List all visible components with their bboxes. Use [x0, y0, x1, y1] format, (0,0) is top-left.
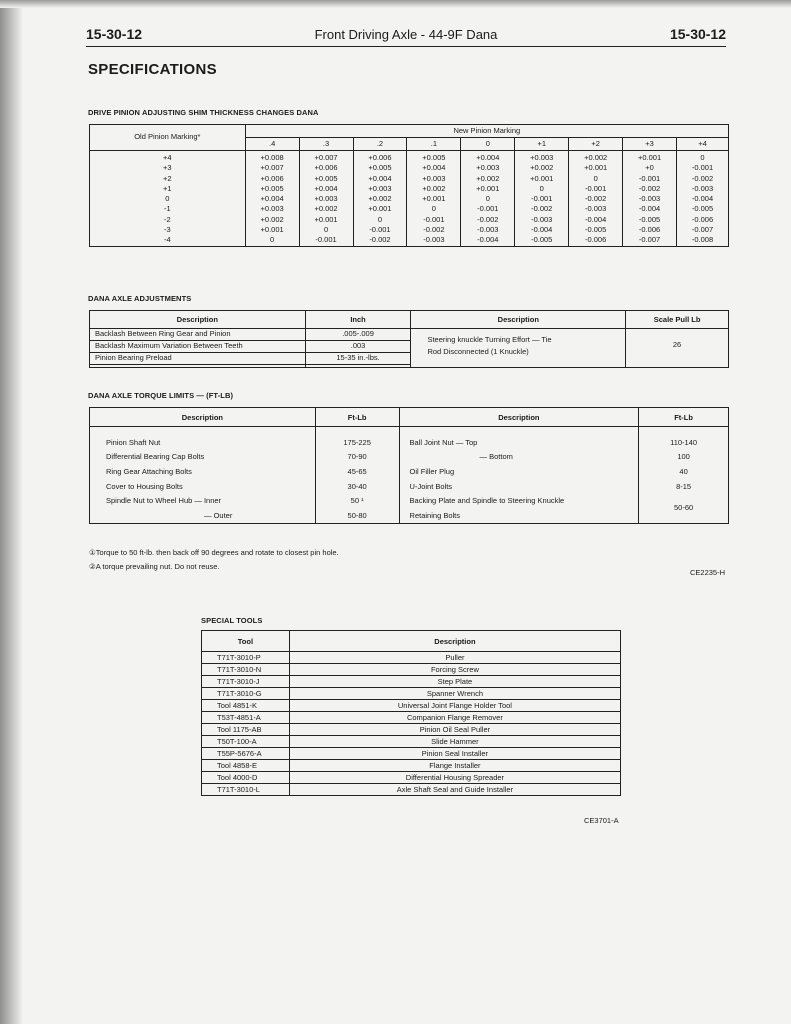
pinion-shim-value: +0.002 — [461, 174, 515, 184]
special-tools-title: SPECIAL TOOLS — [201, 616, 263, 625]
pinion-shim-table — [89, 124, 729, 247]
pinion-shim-value: -0.004 — [461, 235, 515, 246]
footnote-1: ①Torque to 50 ft-lb. then back off 90 degrees and rotate to closest pin hole. — [89, 548, 339, 557]
pinion-shim-value: 0 — [299, 225, 353, 235]
torque-right-value: 110-140 — [639, 427, 729, 450]
adj-scale-pull-value: 26 — [626, 329, 729, 368]
adj-row-inch: .005-.009 — [305, 329, 411, 341]
pinion-shim-value: -0.002 — [623, 184, 677, 194]
adj-row-inch: 15-35 in.-lbs. — [305, 353, 411, 365]
torque-right-value: 8-15 — [639, 479, 729, 494]
adj-row-inch: .003 — [305, 341, 411, 353]
pinion-shim-value: -0.001 — [299, 235, 353, 246]
adj-header-inch: Inch — [305, 311, 411, 329]
tool-number: Tool 4000-D — [202, 772, 290, 784]
pinion-shim-value: +0.003 — [515, 151, 569, 164]
figure-code-1: CE2235-H — [690, 568, 726, 577]
pinion-shim-value: -0.003 — [461, 225, 515, 235]
pinion-shim-value: +0.001 — [623, 151, 677, 164]
torque-header-description: Description — [90, 408, 316, 427]
tool-description: Slide Hammer — [289, 736, 620, 748]
tools-row — [202, 664, 621, 676]
torque-left-desc: Pinion Shaft Nut — [90, 427, 316, 450]
pinion-col-header: +2 — [569, 138, 623, 151]
pinion-shim-value: 0 — [407, 204, 461, 214]
torque-left-value: 45-65 — [315, 464, 399, 479]
tool-number: T71T-3010-G — [202, 688, 290, 700]
pinion-shim-value: -0.004 — [515, 225, 569, 235]
torque-table — [89, 407, 729, 524]
torque-right-desc: U-Joint Bolts — [399, 479, 639, 494]
tools-row — [202, 688, 621, 700]
adj-header-description-2: Description — [411, 311, 626, 329]
pinion-col-header: 0 — [461, 138, 515, 151]
adj-row-desc: Pinion Bearing Preload — [90, 353, 306, 365]
pinion-col-header: +4 — [677, 138, 729, 151]
pinion-shim-value: +0.003 — [299, 194, 353, 204]
pinion-shim-value: +0.003 — [461, 163, 515, 173]
adj-right-description — [411, 329, 626, 368]
footnote-2: ②A torque prevailing nut. Do not reuse. — [89, 562, 220, 571]
page-number-left: 15-30-12 — [86, 26, 143, 42]
tools-row — [202, 748, 621, 760]
pinion-col-header: .4 — [245, 138, 299, 151]
pinion-row — [90, 225, 729, 235]
pinion-old-marking: 0 — [90, 194, 246, 204]
pinion-shim-value: -0.002 — [677, 174, 729, 184]
pinion-shim-value: +0.001 — [515, 174, 569, 184]
torque-row — [90, 508, 729, 523]
torque-row — [90, 450, 729, 465]
tool-description: Differential Housing Spreader — [289, 772, 620, 784]
tool-number: T53T-4851-A — [202, 712, 290, 724]
pinion-shim-value: -0.003 — [569, 204, 623, 214]
new-pinion-header: New Pinion Marking — [245, 125, 728, 138]
pinion-shim-value: -0.005 — [569, 225, 623, 235]
pinion-shim-value: -0.001 — [623, 174, 677, 184]
pinion-shim-value: +0.005 — [407, 151, 461, 164]
torque-header-description-2: Description — [399, 408, 639, 427]
tools-row — [202, 652, 621, 664]
pinion-shim-value: -0.001 — [515, 194, 569, 204]
tool-description: Pinion Oil Seal Puller — [289, 724, 620, 736]
pinion-shim-value: -0.002 — [569, 194, 623, 204]
tool-number: T71T-3010-P — [202, 652, 290, 664]
pinion-col-header: +1 — [515, 138, 569, 151]
torque-left-desc: Spindle Nut to Wheel Hub — Inner — [90, 493, 316, 508]
pinion-shim-value: +0.005 — [299, 174, 353, 184]
pinion-shim-value: -0.001 — [353, 225, 407, 235]
pinion-shim-value: 0 — [353, 215, 407, 225]
pinion-shim-value: 0 — [461, 194, 515, 204]
pinion-row — [90, 235, 729, 246]
pinion-shim-value: +0.001 — [299, 215, 353, 225]
tools-row — [202, 700, 621, 712]
pinion-shim-value: +0.003 — [407, 174, 461, 184]
tools-row — [202, 772, 621, 784]
pinion-shim-value: 0 — [569, 174, 623, 184]
tools-header-tool: Tool — [202, 631, 290, 652]
pinion-old-marking: -3 — [90, 225, 246, 235]
pinion-shim-value: +0.001 — [245, 225, 299, 235]
pinion-shim-value: +0.001 — [569, 163, 623, 173]
torque-right-value: 100 — [639, 450, 729, 465]
pinion-shim-value: -0.004 — [569, 215, 623, 225]
pinion-shim-value: -0.005 — [515, 235, 569, 246]
tool-number: Tool 4858-E — [202, 760, 290, 772]
tool-description: Pinion Seal Installer — [289, 748, 620, 760]
adjustments-table — [89, 310, 729, 368]
torque-left-value: 30-40 — [315, 479, 399, 494]
pinion-col-header: .3 — [299, 138, 353, 151]
pinion-shim-value: +0.004 — [299, 184, 353, 194]
pinion-shim-value: +0.005 — [353, 163, 407, 173]
pinion-shim-value: 0 — [677, 151, 729, 164]
torque-left-desc: Differential Bearing Cap Bolts — [90, 450, 316, 465]
torque-left-desc: Ring Gear Attaching Bolts — [90, 464, 316, 479]
pinion-shim-value: -0.005 — [677, 204, 729, 214]
pinion-col-header: +3 — [623, 138, 677, 151]
pinion-shim-value: +0.002 — [245, 215, 299, 225]
pinion-shim-value: -0.004 — [623, 204, 677, 214]
pinion-shim-value: +0.006 — [299, 163, 353, 173]
pinion-row — [90, 174, 729, 184]
pinion-shim-value: +0.005 — [245, 184, 299, 194]
pinion-shim-value: -0.002 — [407, 225, 461, 235]
pinion-shim-value: +0.004 — [245, 194, 299, 204]
pinion-row — [90, 184, 729, 194]
tool-number: T55P-5676-A — [202, 748, 290, 760]
torque-title: DANA AXLE TORQUE LIMITS — (FT-LB) — [88, 391, 234, 400]
pinion-shim-value: -0.006 — [677, 215, 729, 225]
pinion-shim-value: +0.001 — [407, 194, 461, 204]
pinion-shim-value: -0.004 — [677, 194, 729, 204]
adj-spacer — [90, 365, 306, 368]
page-header — [86, 26, 726, 47]
pinion-shim-value: 0 — [515, 184, 569, 194]
pinion-shim-value: -0.001 — [569, 184, 623, 194]
pinion-row — [90, 151, 729, 164]
adj-spacer — [305, 365, 411, 368]
pinion-shim-value: +0.006 — [245, 174, 299, 184]
torque-right-desc: Oil Filler Plug — [399, 464, 639, 479]
torque-right-desc: — Bottom — [399, 450, 639, 465]
pinion-old-marking: +2 — [90, 174, 246, 184]
tool-number: Tool 4851-K — [202, 700, 290, 712]
tools-row — [202, 760, 621, 772]
torque-left-value: 50 ¹ — [315, 493, 399, 508]
pinion-shim-value: -0.006 — [623, 225, 677, 235]
section-heading: SPECIFICATIONS — [88, 61, 217, 78]
pinion-shim-value: -0.003 — [623, 194, 677, 204]
pinion-shim-value: +0.002 — [353, 194, 407, 204]
pinion-shim-value: 0 — [245, 235, 299, 246]
figure-code-2: CE3701-A — [584, 816, 619, 825]
pinion-row — [90, 215, 729, 225]
pinion-old-marking: +4 — [90, 151, 246, 164]
torque-header-ftlb-2: Ft-Lb — [639, 408, 729, 427]
pinion-shim-value: +0.001 — [353, 204, 407, 214]
pinion-shim-value: -0.001 — [407, 215, 461, 225]
adj-header-scale-pull: Scale Pull Lb — [626, 311, 729, 329]
tool-description: Universal Joint Flange Holder Tool — [289, 700, 620, 712]
pinion-old-marking: -1 — [90, 204, 246, 214]
pinion-shim-value: +0.004 — [353, 174, 407, 184]
tool-number: T71T-3010-L — [202, 784, 290, 796]
tools-header-description: Description — [289, 631, 620, 652]
torque-row — [90, 427, 729, 450]
torque-left-value: 70-90 — [315, 450, 399, 465]
pinion-shim-value: -0.002 — [515, 204, 569, 214]
pinion-shim-value: -0.001 — [677, 163, 729, 173]
pinion-shim-value: +0 — [623, 163, 677, 173]
tools-row — [202, 784, 621, 796]
pinion-shim-value: +0.004 — [407, 163, 461, 173]
adjustments-title: DANA AXLE ADJUSTMENTS — [88, 294, 192, 303]
tool-description: Companion Flange Remover — [289, 712, 620, 724]
old-pinion-header: Old Pinion Marking* — [90, 125, 246, 151]
adj-right-desc-line-1: Steering knuckle Turning Effort — Tie — [427, 335, 552, 344]
pinion-shim-value: +0.003 — [245, 204, 299, 214]
adj-right-desc-line-2: Rod Disconnected (1 Knuckle) — [427, 347, 529, 356]
pinion-row — [90, 163, 729, 173]
tool-description: Spanner Wrench — [289, 688, 620, 700]
pinion-shim-value: -0.003 — [677, 184, 729, 194]
pinion-shim-value: -0.003 — [407, 235, 461, 246]
torque-right-desc: Retaining Bolts — [399, 508, 639, 523]
pinion-shim-value: +0.007 — [299, 151, 353, 164]
tool-number: T71T-3010-N — [202, 664, 290, 676]
pinion-shim-value: +0.002 — [299, 204, 353, 214]
pinion-old-marking: +3 — [90, 163, 246, 173]
adj-header-description: Description — [90, 311, 306, 329]
pinion-old-marking: -2 — [90, 215, 246, 225]
tool-description: Axle Shaft Seal and Guide Installer — [289, 784, 620, 796]
torque-header-ftlb: Ft-Lb — [315, 408, 399, 427]
pinion-row — [90, 194, 729, 204]
tools-row — [202, 712, 621, 724]
pinion-shim-value: +0.002 — [407, 184, 461, 194]
pinion-old-marking: +1 — [90, 184, 246, 194]
pinion-shim-value: +0.004 — [461, 151, 515, 164]
torque-right-desc: Backing Plate and Spindle to Steering Knuckle — [399, 493, 639, 508]
torque-right-value: 40 — [639, 464, 729, 479]
pinion-shim-value: +0.002 — [569, 151, 623, 164]
pinion-shim-value: -0.008 — [677, 235, 729, 246]
torque-right-value: 50-60 — [639, 493, 729, 523]
pinion-shim-value: +0.003 — [353, 184, 407, 194]
torque-left-value: 175-225 — [315, 427, 399, 450]
torque-left-desc: — Outer — [90, 508, 316, 523]
tool-description: Step Plate — [289, 676, 620, 688]
pinion-table-title: DRIVE PINION ADJUSTING SHIM THICKNESS CHANGES DANA — [88, 108, 319, 117]
pinion-shim-value: -0.007 — [623, 235, 677, 246]
pinion-shim-value: -0.001 — [461, 204, 515, 214]
pinion-row — [90, 204, 729, 214]
pinion-shim-value: +0.008 — [245, 151, 299, 164]
page-number-right: 15-30-12 — [669, 26, 726, 42]
pinion-shim-value: -0.006 — [569, 235, 623, 246]
special-tools-table — [201, 630, 621, 796]
pinion-shim-value: +0.006 — [353, 151, 407, 164]
pinion-shim-value: -0.002 — [353, 235, 407, 246]
pinion-col-header: .2 — [353, 138, 407, 151]
pinion-shim-value: +0.002 — [515, 163, 569, 173]
tool-number: Tool 1175-AB — [202, 724, 290, 736]
adj-row-desc: Backlash Between Ring Gear and Pinion — [90, 329, 306, 341]
tool-number: T50T-100-A — [202, 736, 290, 748]
pinion-shim-value: +0.001 — [461, 184, 515, 194]
pinion-old-marking: -4 — [90, 235, 246, 246]
pinion-shim-value: -0.007 — [677, 225, 729, 235]
tools-row — [202, 676, 621, 688]
tools-row — [202, 724, 621, 736]
pinion-shim-value: -0.003 — [515, 215, 569, 225]
pinion-shim-value: -0.002 — [461, 215, 515, 225]
tool-number: T71T-3010-J — [202, 676, 290, 688]
page-title: Front Driving Axle - 44-9F Dana — [314, 27, 498, 42]
tool-description: Forcing Screw — [289, 664, 620, 676]
tools-row — [202, 736, 621, 748]
tool-description: Puller — [289, 652, 620, 664]
torque-row — [90, 464, 729, 479]
pinion-shim-value: -0.005 — [623, 215, 677, 225]
pinion-col-header: .1 — [407, 138, 461, 151]
adj-row-desc: Backlash Maximum Variation Between Teeth — [90, 341, 306, 353]
tool-description: Flange Installer — [289, 760, 620, 772]
pinion-shim-value: +0.007 — [245, 163, 299, 173]
torque-row — [90, 479, 729, 494]
torque-right-desc: Ball Joint Nut — Top — [399, 427, 639, 450]
torque-left-desc: Cover to Housing Bolts — [90, 479, 316, 494]
torque-row — [90, 493, 729, 508]
torque-left-value: 50-80 — [315, 508, 399, 523]
